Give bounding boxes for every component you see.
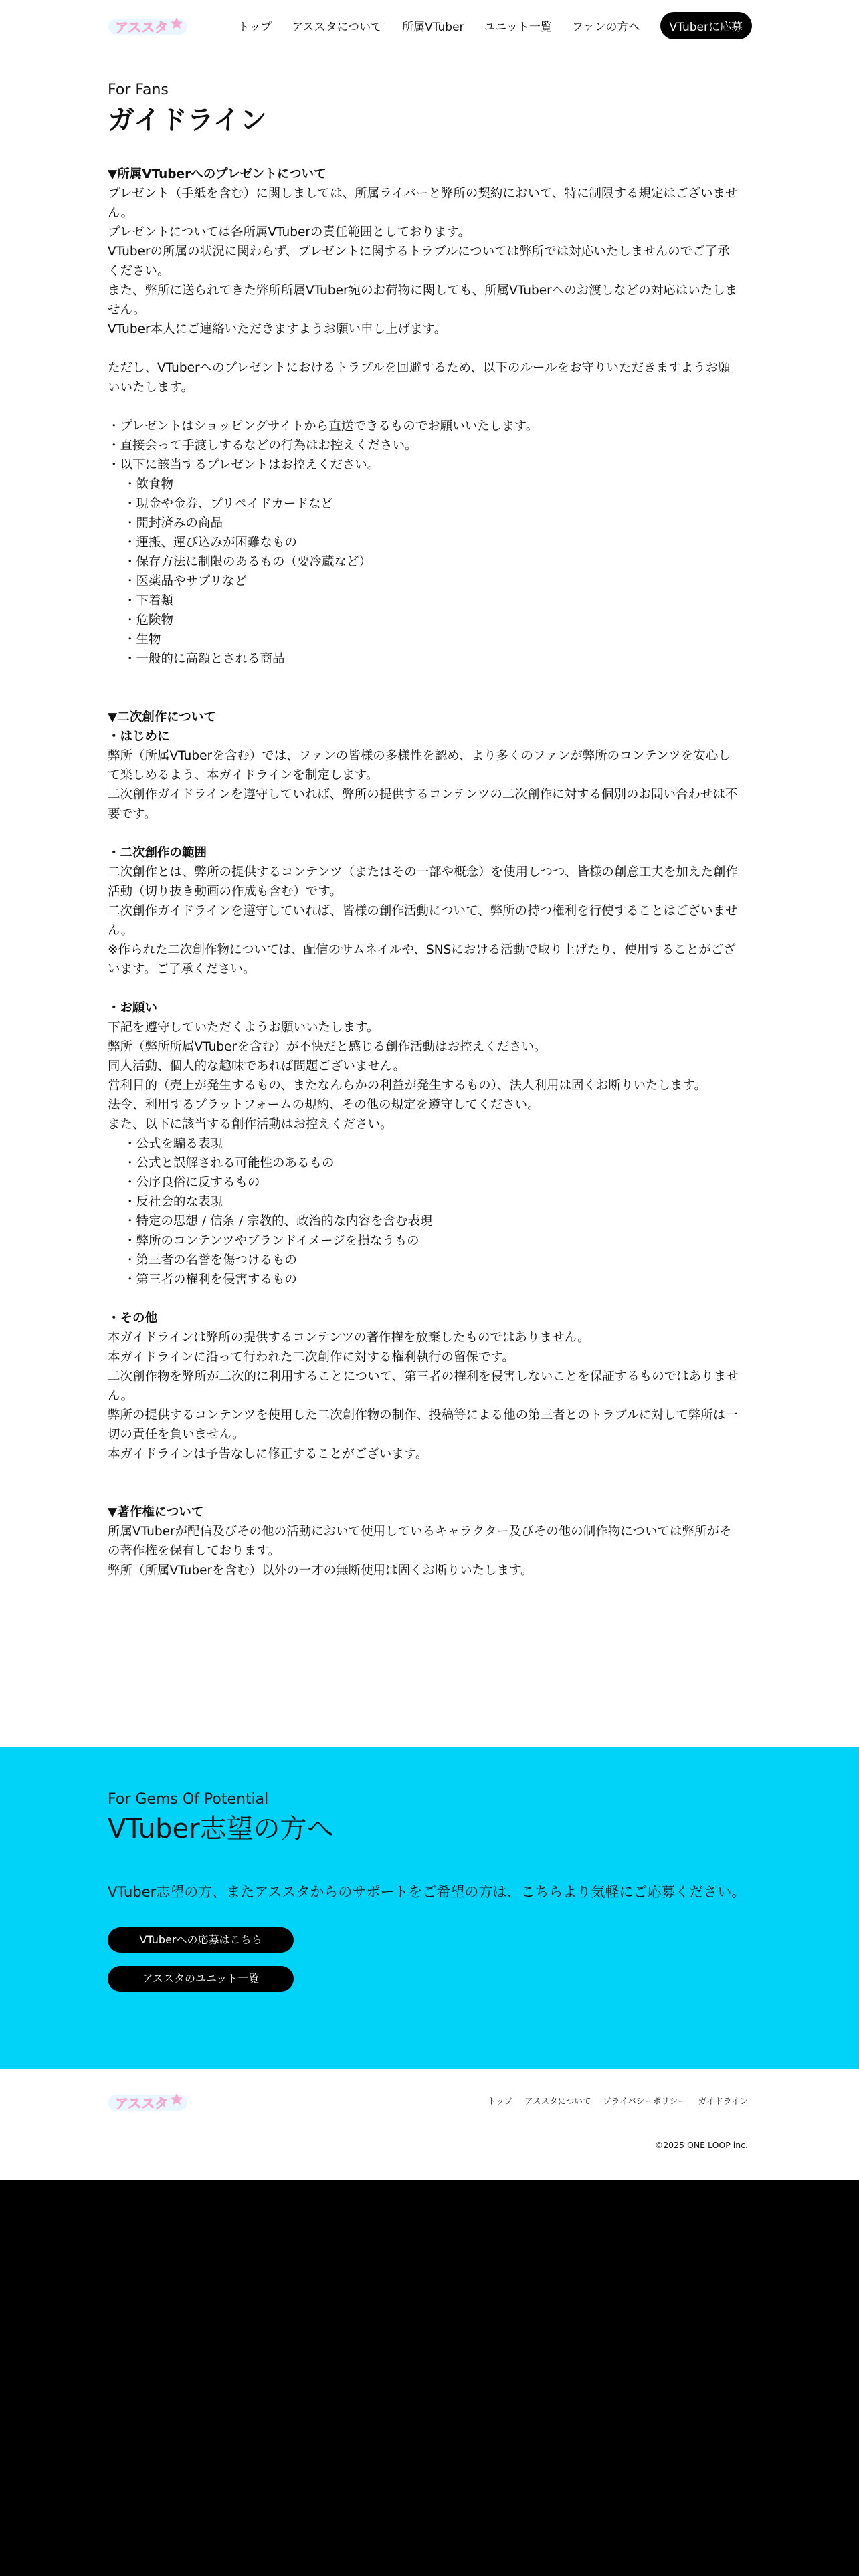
present-para: また、弊所に送られてきた弊所所属VTuber宛のお荷物に関しても、所属VTuberへのお渡しなどの対応はいたしません。 bbox=[108, 284, 738, 317]
vtuber-cta-section bbox=[0, 1747, 859, 2069]
cta-eyebrow: For Gems Of Potential bbox=[108, 1791, 269, 1808]
footer-nav bbox=[488, 2095, 748, 2107]
present-rule: ・以下に該当するプレゼントはお控えください。 bbox=[108, 458, 380, 472]
forbidden-item: ・第三者の権利を侵害するもの bbox=[124, 1273, 298, 1287]
copyright-para: 所属VTuberが配信及びその他の活動において使用しているキャラクター及びその他の制作物については弊所がその著作権を保有しております。 bbox=[108, 1525, 732, 1558]
forbidden-item: ・公序良俗に反するもの bbox=[124, 1176, 260, 1190]
footer-link-guideline[interactable]: ガイドライン bbox=[698, 2096, 748, 2106]
vtuber-apply-button[interactable]: VTuberへの応募はこちら bbox=[108, 1927, 294, 1953]
copyright-heading: ▼著作権について bbox=[108, 1505, 204, 1519]
footer-link-top[interactable]: トップ bbox=[487, 2096, 513, 2106]
nav-top[interactable]: トップ bbox=[237, 20, 272, 34]
other-para: 二次創作物を弊所が二次的に利用することについて、第三者の権利を侵害しないことを保証するものではありません。 bbox=[108, 1370, 739, 1403]
forbidden-item: ・公式と誤解される可能性のあるもの bbox=[124, 1156, 335, 1170]
other-para: 弊所の提供するコンテンツを使用した二次創作物の制作、投稿等による他の第三者とのトラブルに対して弊所は一切の責任を負いません。 bbox=[108, 1408, 738, 1442]
present-item: ・保存方法に制限のあるもの（要冷蔵など） bbox=[124, 555, 372, 569]
nav-fans[interactable]: ファンの方へ bbox=[571, 20, 640, 34]
unit-list-button[interactable]: アススタのユニット一覧 bbox=[108, 1966, 294, 1992]
copyright-notice: ©2025 ONE LOOP inc. bbox=[654, 2140, 748, 2150]
intro-heading: ・はじめに bbox=[108, 730, 170, 744]
cta-title: VTuber志望の方へ bbox=[108, 1814, 334, 1844]
present-item: ・一般的に高額とされる商品 bbox=[124, 652, 285, 666]
present-para: プレゼント（手紙を含む）に関しましては、所属ライバーと弊所の契約において、特に制限する規定はございません。 bbox=[108, 187, 738, 220]
svg-text:アススタ: アススタ bbox=[115, 2095, 169, 2111]
request-para: 営利目的（売上が発生するもの、またなんらかの利益が発生するもの）、法人利用は固くお断りいたします。 bbox=[108, 1079, 707, 1093]
forbidden-item: ・公式を騙る表現 bbox=[124, 1137, 223, 1151]
present-rule-intro: ただし、VTuberへのプレゼントにおけるトラブルを回避するため、以下のルールをお守りいただきますようお願いいたします。 bbox=[108, 361, 731, 395]
forbidden-item: ・第三者の名誉を傷つけるもの bbox=[124, 1253, 298, 1267]
present-item: ・飲食物 bbox=[124, 477, 174, 492]
present-item: ・危険物 bbox=[124, 613, 174, 627]
intro-para: 弊所（所属VTuberを含む）では、ファンの皆様の多様性を認め、より多くのファンが弊所のコンテンツを安心して楽しめるよう、本ガイドラインを制定します。 bbox=[108, 749, 731, 782]
scope-para: ※作られた二次創作物については、配信のサムネイルや、SNSにおける活動で取り上げたり、使用することがございます。ご了承ください。 bbox=[108, 943, 736, 976]
request-para: また、以下に該当する創作活動はお控えください。 bbox=[108, 1117, 393, 1132]
forbidden-item: ・反社会的な表現 bbox=[124, 1195, 223, 1209]
scope-heading: ・二次創作の範囲 bbox=[108, 846, 207, 860]
footer-link-about[interactable]: アススタについて bbox=[524, 2096, 591, 2106]
nav-vtubers[interactable]: 所属VTuber bbox=[402, 20, 464, 34]
nav-units[interactable]: ユニット一覧 bbox=[484, 20, 552, 34]
present-para: VTuber本人にご連絡いただきますようお願い申し上げます。 bbox=[108, 322, 447, 336]
present-para: VTuberの所属の状況に関わらず、プレゼントに関するトラブルについては弊所では対応いたしませんのでご了承ください。 bbox=[108, 245, 730, 278]
scope-para: 二次創作ガイドラインを遵守していれば、皆様の創作活動について、弊所の持つ権利を行使することはございません。 bbox=[108, 904, 738, 938]
request-para: 下記を遵守していただくようお願いいたします。 bbox=[108, 1021, 379, 1035]
footer-link-privacy[interactable]: プライバシーポリシー bbox=[603, 2096, 686, 2106]
present-item: ・生物 bbox=[124, 633, 161, 647]
other-para: 本ガイドラインに沿って行われた二次創作に対する権利執行の留保です。 bbox=[108, 1350, 514, 1364]
apply-button[interactable]: VTuberに応募 bbox=[660, 12, 752, 39]
brand-logo[interactable] bbox=[107, 15, 189, 37]
guideline-content bbox=[108, 80, 740, 1580]
derivative-heading: ▼二次創作について bbox=[108, 710, 216, 724]
copyright-para: 弊所（所属VTuberを含む）以外の一才の無断使用は固くお断りいたします。 bbox=[108, 1564, 533, 1578]
other-para: 本ガイドラインは予告なしに修正することがございます。 bbox=[108, 1447, 428, 1461]
present-item: ・医薬品やサプリなど bbox=[124, 574, 248, 588]
footer-logo[interactable] bbox=[107, 2090, 189, 2113]
present-item: ・開封済みの商品 bbox=[124, 516, 223, 530]
site-footer bbox=[0, 2069, 859, 2180]
present-item: ・現金や金券、プリペイドカードなど bbox=[124, 497, 333, 511]
present-rule: ・直接会って手渡しするなどの行為はお控えください。 bbox=[108, 439, 417, 453]
present-item: ・運搬、運び込みが困難なもの bbox=[124, 536, 298, 550]
forbidden-item: ・弊所のコンテンツやブランドイメージを損なうもの bbox=[124, 1234, 419, 1248]
main-nav bbox=[238, 12, 752, 39]
page-title: ガイドライン bbox=[108, 105, 267, 136]
request-para: 同人活動、個人的な趣味であれば問題ございません。 bbox=[108, 1059, 406, 1073]
forbidden-item: ・特定の思想 / 信条 / 宗教的、政治的な内容を含む表現 bbox=[124, 1214, 433, 1228]
present-item: ・下着類 bbox=[124, 594, 174, 608]
scope-para: 二次創作とは、弊所の提供するコンテンツ（またはその一部や概念）を使用しつつ、皆様の創意工夫を加えた創作活動（切り抜き動画の作成も含む）です。 bbox=[108, 865, 738, 899]
page-eyebrow: For Fans bbox=[108, 82, 169, 98]
other-para: 本ガイドラインは弊所の提供するコンテンツの著作権を放棄したものではありません。 bbox=[108, 1331, 590, 1345]
site-header bbox=[0, 0, 859, 53]
nav-about[interactable]: アススタについて bbox=[292, 20, 383, 34]
other-heading: ・その他 bbox=[108, 1311, 158, 1325]
cta-text: VTuber志望の方、またアススタからのサポートをご希望の方は、こちらより気軽にご応募ください。 bbox=[108, 1884, 746, 1900]
present-heading: ▼所属VTuberへのプレゼントについて bbox=[108, 167, 326, 181]
svg-text:アススタ: アススタ bbox=[115, 19, 169, 35]
intro-para: 二次創作ガイドラインを遵守していれば、弊所の提供するコンテンツの二次創作に対する個別のお問い合わせは不要です。 bbox=[108, 788, 738, 821]
present-para: プレゼントについては各所属VTuberの責任範囲としております。 bbox=[108, 225, 471, 239]
present-rule: ・プレゼントはショッピングサイトから直送できるものでお願いいたします。 bbox=[108, 419, 539, 433]
request-para: 法令、利用するプラットフォームの規約、その他の規定を遵守してください。 bbox=[108, 1098, 540, 1112]
request-para: 弊所（弊所所属VTuberを含む）が不快だと感じる創作活動はお控えください。 bbox=[108, 1040, 547, 1054]
request-heading: ・お願い bbox=[108, 1001, 158, 1015]
